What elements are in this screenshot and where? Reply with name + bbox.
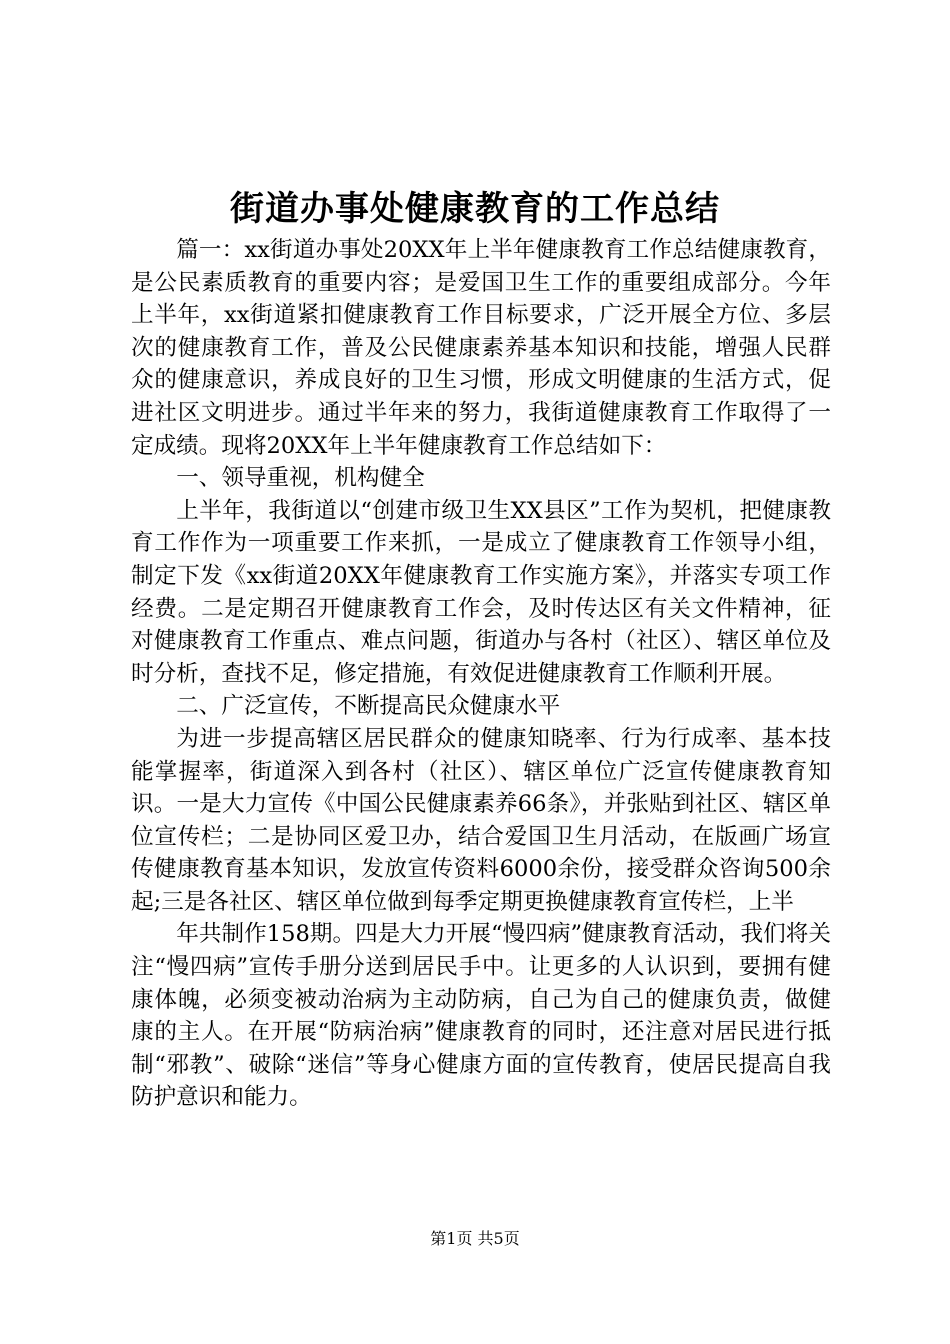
document-body xyxy=(131,234,831,1114)
section-heading-1: 一、领导重视，机构健全 xyxy=(176,465,425,492)
section-heading-2: 二、广泛宣传，不断提高民众健康水平 xyxy=(176,693,561,720)
paragraph-section-2: 为进一步提高辖区居民群众的健康知晓率、行为行成率、基本技能掌握率，街道深入到各村（社区）、辖区单位广泛宣传健康教育知识。一是大力宣传《中国公民健康素养66条》，并张贴到社区、辖区单位宣传栏；二是协同区爱卫办，结合爱国卫生月活动，在版画广场宣传健康教育基本知识，发放宣传资料6000余份，接受群众咨询500余起;三是各社区、辖区单位做到每季定期更换健康教育宣传栏，上半 xyxy=(131,725,831,915)
paragraph-section-2-continued: 年共制作158期。四是大力开展“慢四病”健康教育活动，我们将关注“慢四病”宣传手册分送到居民手中。让更多的人认识到，要拥有健康体魄，必须变被动治病为主动防病，自己为自己的健康负责，做健康的主人。在开展“防病治病”健康教育的同时，还注意对居民进行抵制“邪教”、破除“迷信”等身心健康方面的宣传教育，使居民提高自我防护意识和能力。 xyxy=(131,921,831,1111)
document-title: 街道办事处健康教育的工作总结 xyxy=(230,189,720,229)
paragraph-section-1: 上半年，我街道以“创建市级卫生XX县区”工作为契机，把健康教育工作作为一项重要工作来抓，一是成立了健康教育工作领导小组，制定下发《xx街道20XX年健康教育工作实施方案》，并落实专项工作经费。二是定期召开健康教育工作会，及时传达区有关文件精神，征对健康教育工作重点、难点问题，街道办与各村（社区）、辖区单位及时分析，查找不足，修定措施，有效促进健康教育工作顺利开展。 xyxy=(131,497,831,687)
page-number-footer: 第1页 共5页 xyxy=(430,1229,520,1248)
paragraph-intro: 篇一：xx街道办事处20XX年上半年健康教育工作总结健康教育，是公民素质教育的重要内容；是爱国卫生工作的重要组成部分。今年上半年，xx街道紧扣健康教育工作目标要求，广泛开展全方位、多层次的健康教育工作，普及公民健康素养基本知识和技能，增强人民群众的健康意识，养成良好的卫生习惯，形成文明健康的生活方式，促进社区文明进步。通过半年来的努力，我街道健康教育工作取得了一定成绩。现将20XX年上半年健康教育工作总结如下： xyxy=(131,237,831,459)
